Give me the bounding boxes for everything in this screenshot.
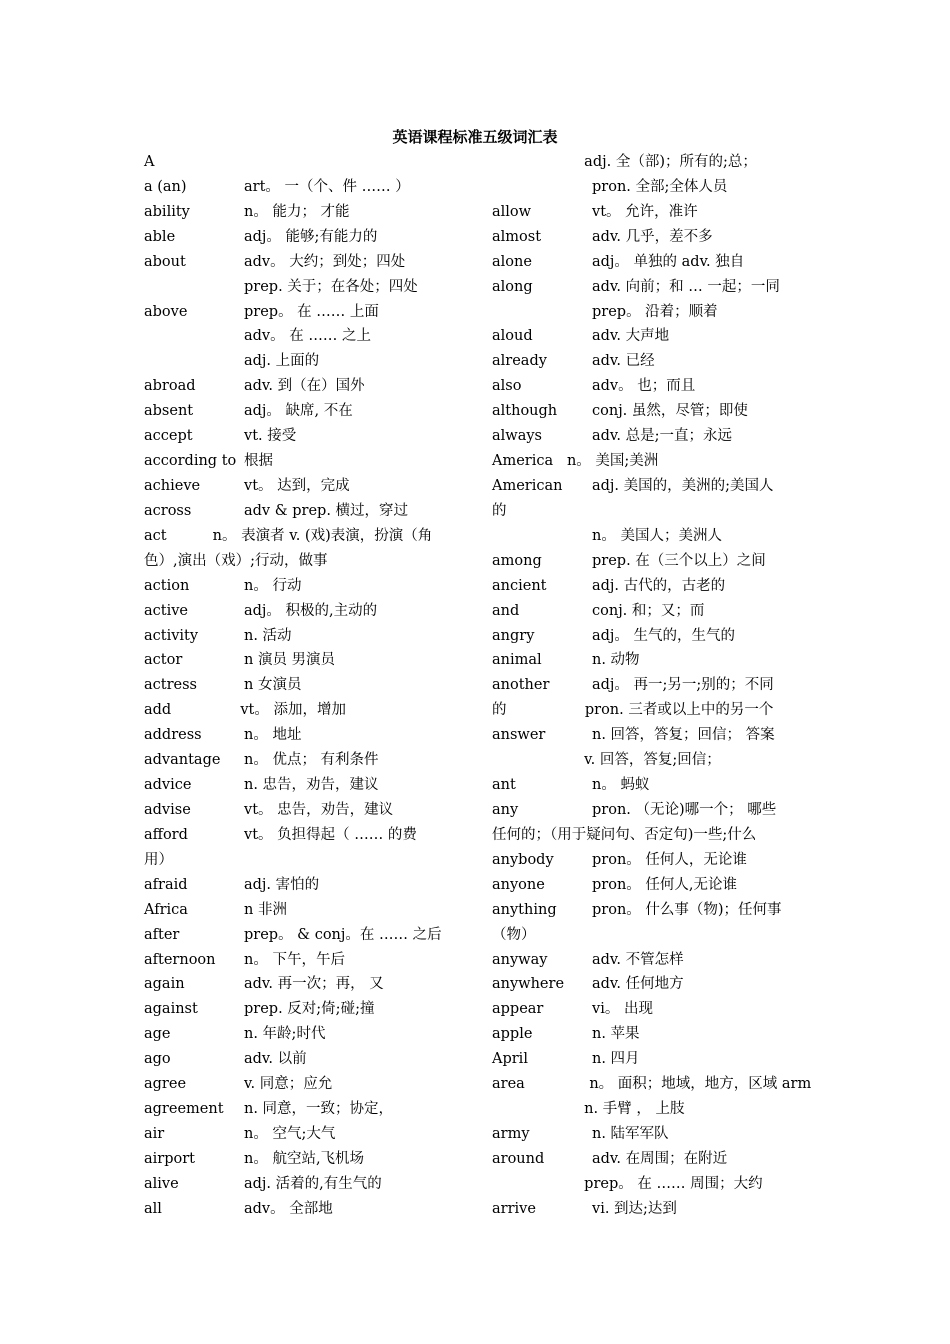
vocab-entry-line [492,673,808,698]
entry-word: alive [144,1175,179,1192]
vocab-entry-line [144,698,460,723]
vocab-entry-line [144,499,460,524]
entry-word: abroad [144,378,196,395]
vocab-entry-line [144,848,460,873]
entry-word: anyone [492,876,545,893]
entry-word: actress [144,677,197,694]
entry-definition: vt。 达到，完成 [244,477,350,494]
vocab-entry-line [144,349,460,374]
vocab-entry-line [492,873,808,898]
entry-definition: adv. 以前 [244,1051,307,1068]
entry-definition: vt. 接受 [244,428,297,445]
entry-word: anybody [492,851,554,868]
entry-text: v. 回答，答复;回信； [492,752,721,769]
vocab-entry-line [144,898,460,923]
entry-word: all [144,1200,162,1217]
entry-definition: adj。 能够;有能力的 [244,228,378,245]
entry-definition: adv. 到（在）国外 [244,378,365,395]
entry-definition: adj. 上面的 [244,353,320,370]
entry-definition: pron. （无论)哪一个； 哪些 [592,801,777,818]
entry-text: adj. 全（部)；所有的;总； [492,154,757,170]
entry-definition: adj. 美国的，美洲的;美国人 [592,477,774,494]
vocab-entry-line [492,524,808,549]
entry-definition: adv. 几乎，差不多 [592,228,713,245]
entry-word: arrive [492,1200,536,1217]
vocab-entry-line [492,948,808,973]
vocab-entry-line [144,1072,460,1097]
entry-definition: adj。 单独的 adv. 独自 [592,253,745,270]
entry-definition: adj. 活着的,有生气的 [244,1175,382,1192]
vocab-entry-line [144,648,460,673]
vocab-entry-line [144,673,460,698]
vocab-entry-line [492,549,808,574]
entry-text: prep。 在 …… 周围；大约 [492,1175,763,1192]
vocab-entry-line [144,474,460,499]
vocab-entry-line [144,399,460,424]
entry-definition: prep。 & conj。在 …… 之后 [244,926,442,943]
vocab-entry-line [492,723,808,748]
entry-definition: adv. 再一次；再， 又 [244,976,384,993]
page-title: 英语课程标准五级词汇表 [392,128,558,146]
entry-definition: prep. 关于；在各处；四处 [244,278,418,295]
vocab-entry-line [492,748,808,773]
entry-text: add vt。 添加，增加 [144,702,346,719]
entry-word: above [144,303,188,320]
entry-word: activity [144,627,199,644]
vocab-entry-line [492,1047,808,1072]
entry-text: area n。 面积；地域，地方，区域 arm [492,1076,812,1093]
entry-word: although [492,403,558,420]
vocab-entry-line [144,823,460,848]
vocab-entry-line [492,275,808,300]
vocab-entry-line [492,300,808,325]
entry-definition: prep。 沿着；顺着 [592,303,718,320]
entry-definition: pron。 任何人,无论谁 [592,876,737,893]
vocab-entry-line [144,449,460,474]
entry-definition: prep。 在 …… 上面 [244,303,379,320]
vocab-entry-line [492,574,808,599]
entry-word: absent [144,403,194,420]
vocab-entry-line [492,997,808,1022]
vocab-entry-line [492,898,808,923]
entry-definition: vi。 出现 [592,1001,653,1018]
vocab-entry-line [492,349,808,374]
vocab-entry-line [144,175,460,200]
entry-definition: adv. 总是;一直；永远 [592,428,733,445]
vocab-entry-line [492,499,808,524]
entry-definition: n 非洲 [244,901,287,918]
vocab-entry-line [144,599,460,624]
vocab-entry-line [144,374,460,399]
vocab-entry-line [144,1197,460,1222]
entry-definition: n. 年龄;时代 [244,1026,326,1043]
vocab-entry-line [492,972,808,997]
vocab-entry-line [144,997,460,1022]
entry-definition: prep. 反对;倚;碰;撞 [244,1001,375,1018]
entry-word: against [144,1001,198,1018]
vocab-entry-line [144,1172,460,1197]
vocab-entry-line [144,873,460,898]
entry-word: also [492,378,522,395]
vocab-entry-line [144,574,460,599]
entry-word: advantage [144,752,221,769]
entry-word: animal [492,652,542,669]
entry-word: action [144,577,190,594]
entry-definition: conj. 虽然，尽管；即使 [592,403,748,420]
entry-definition: adv. 任何地方 [592,976,684,993]
entry-definition: adj。 缺席, 不在 [244,403,353,420]
vocab-entry-line [144,1097,460,1122]
vocab-entry-line [144,798,460,823]
vocab-entry-line [144,748,460,773]
entry-definition: adv. 已经 [592,353,655,370]
entry-definition: n. 动物 [592,652,640,669]
vocab-entry-line [144,1047,460,1072]
entry-definition: adv. 在周围；在附近 [592,1150,728,1167]
entry-definition: n。 美国人；美洲人 [592,527,722,544]
vocab-entry-line [144,424,460,449]
vocab-entry-line [492,599,808,624]
entry-word: airport [144,1150,195,1167]
entry-definition: n。 蚂蚁 [592,777,650,794]
entry-word: ago [144,1051,171,1068]
entry-word: aloud [492,328,533,345]
entry-word: Africa [144,901,188,918]
entry-definition: n。 行动 [244,577,302,594]
entry-definition: adj。 积极的,主动的 [244,602,378,619]
entry-definition: vt。 允许，准许 [592,203,698,220]
entry-definition: adj。 生气的，生气的 [592,627,736,644]
entry-word: afraid [144,876,188,893]
vocab-column-left [144,150,460,1222]
entry-word: ability [144,203,190,220]
vocab-entry-line [492,1022,808,1047]
entry-text: 任何的；（用于疑问句、否定句)一些;什么 [492,826,757,843]
entry-word: anyway [492,951,548,968]
vocab-entry-line [144,250,460,275]
entry-definition: adv。 大约；到处；四处 [244,253,406,270]
entry-word: active [144,602,189,619]
entry-word: accept [144,428,193,445]
entry-word: along [492,278,533,295]
entry-definition: pron。 任何人，无论谁 [592,851,747,868]
entry-definition: n 女演员 [244,677,302,694]
vocab-entry-line [144,225,460,250]
vocab-entry-line [492,648,808,673]
vocab-entry-line [492,474,808,499]
entry-word: able [144,228,176,245]
vocab-entry-line [144,1022,460,1047]
entry-definition: adv。 全部地 [244,1200,333,1217]
entry-definition: prep. 在（三个以上）之间 [592,552,766,569]
vocab-entry-line [492,225,808,250]
entry-text: 的 [492,502,507,519]
entry-word: appear [492,1001,544,1018]
vocab-entry-line [144,923,460,948]
entry-definition: adj. 害怕的 [244,876,320,893]
entry-word: about [144,253,186,270]
entry-definition: conj. 和；又；而 [592,602,705,619]
vocab-entry-line [144,324,460,349]
entry-word: address [144,727,202,744]
entry-definition: adj. 古代的，古老的 [592,577,726,594]
entry-word: American [492,477,563,494]
entry-word: allow [492,203,532,220]
entry-definition: n. 苹果 [592,1026,640,1043]
vocab-column-right [492,150,812,1222]
entry-word: alone [492,253,532,270]
entry-word: almost [492,228,542,245]
entry-definition: n。 下午，午后 [244,951,345,968]
entry-definition: n. 活动 [244,627,292,644]
entry-word: army [492,1125,530,1142]
entry-word: afford [144,826,188,843]
vocab-entry-line [144,200,460,225]
vocab-entry-line [144,549,460,574]
entry-definition: n. 回答，答复；回信； 答案 [592,727,775,744]
entry-word: across [144,502,192,519]
entry-word: agree [144,1076,187,1093]
vocab-entry-line [492,1072,812,1097]
entry-text: A [144,154,155,170]
entry-word: among [492,552,542,569]
entry-word: angry [492,627,535,644]
entry-definition: n。 空气;大气 [244,1125,336,1142]
entry-definition: n。 地址 [244,727,302,744]
entry-definition: n. 同意，一致；协定， [244,1101,394,1118]
vocab-entry-line [144,275,460,300]
entry-definition: pron. 全部;全体人员 [592,178,728,195]
entry-text: America n。 美国;美洲 [492,453,659,470]
vocab-entry-line [492,1147,808,1172]
entry-word: advice [144,777,192,794]
vocab-entry-line [492,1172,808,1197]
vocab-entry-line [492,698,808,723]
vocab-entry-line [492,150,808,175]
entry-text: 色）,演出（戏）;行动，做事 [144,552,328,569]
vocab-entry-line [144,773,460,798]
entry-word: April [492,1051,528,1068]
entry-word: answer [492,727,546,744]
entry-definition: n。 能力； 才能 [244,203,350,220]
vocab-entry-line [492,324,808,349]
entry-definition: 根据 [244,453,273,470]
entry-word: achieve [144,477,201,494]
entry-word: ancient [492,577,547,594]
entry-definition: n. 陆军军队 [592,1125,669,1142]
vocab-entry-line [144,948,460,973]
entry-word: age [144,1026,171,1043]
entry-definition: n. 四月 [592,1051,640,1068]
entry-text: （物） [492,926,536,943]
vocab-entry-line [144,150,460,175]
entry-definition: vi. 到达;达到 [592,1200,677,1217]
entry-word: apple [492,1026,533,1043]
entry-definition: n 演员 男演员 [244,652,336,669]
entry-definition: n. 忠告，劝告，建议 [244,777,379,794]
vocab-entry-line [492,175,808,200]
entry-word: air [144,1125,165,1142]
entry-text: 用） [144,851,173,868]
entry-word: agreement [144,1101,224,1118]
entry-word: advise [144,801,191,818]
entry-definition: art。 一（个、件 …… ） [244,178,410,195]
entry-word: ant [492,777,516,794]
vocab-entry-line [492,1097,808,1122]
entry-word: always [492,428,542,445]
entry-word: anything [492,901,557,918]
entry-definition: adv. 大声地 [592,328,670,345]
entry-word: after [144,926,180,943]
vocab-entry-line [144,1122,460,1147]
entry-definition: n。 优点； 有利条件 [244,752,379,769]
entry-definition: adv. 不管怎样 [592,951,684,968]
entry-text: act n。 表演者 v. (戏)表演，扮演（角 [144,527,433,544]
vocab-entry-line [492,1122,808,1147]
vocab-entry-line [492,374,808,399]
vocab-entry-line [144,1147,460,1172]
entry-text: n. 手臂 ， 上肢 [492,1101,685,1118]
entry-definition: adv & prep. 横过，穿过 [244,502,409,519]
entry-definition: n。 航空站,飞机场 [244,1150,365,1167]
entry-word: again [144,976,185,993]
vocab-entry-line [492,1197,808,1222]
entry-definition: adv。 也；而且 [592,378,696,395]
vocab-entry-line [492,848,808,873]
entry-word: actor [144,652,183,669]
vocab-entry-line [144,524,460,549]
vocab-entry-line [144,972,460,997]
entry-definition: adj。 再一;另一;别的；不同 [592,677,774,694]
entry-word: around [492,1150,545,1167]
vocab-entry-line [492,798,808,823]
entry-word: afternoon [144,951,216,968]
entry-definition: adv. 向前；和 … 一起；一同 [592,278,780,295]
entry-word: a (an) [144,178,187,195]
entry-definition: vt。 忠告，劝告，建议 [244,801,394,818]
entry-word: anywhere [492,976,565,993]
entry-word: any [492,801,519,818]
vocab-entry-line [144,723,460,748]
entry-word: and [492,602,520,619]
vocab-entry-line [492,773,808,798]
vocab-entry-line [492,923,808,948]
entry-word: according to [144,453,237,470]
vocab-entry-line [144,624,460,649]
entry-definition: v. 同意；应允 [244,1076,333,1093]
entry-word: already [492,353,547,370]
vocab-entry-line [492,424,808,449]
vocab-entry-line [492,823,808,848]
vocab-entry-line [144,300,460,325]
vocab-entry-line [492,624,808,649]
entry-text: 的 pron. 三者或以上中的另一个 [492,702,774,719]
vocab-entry-line [492,200,808,225]
entry-word: another [492,677,550,694]
vocab-entry-line [492,250,808,275]
vocab-entry-line [492,449,808,474]
entry-definition: vt。 负担得起（ …… 的费 [244,826,417,843]
vocab-entry-line [492,399,808,424]
entry-definition: adv。 在 …… 之上 [244,328,371,345]
entry-definition: pron。 什么事（物)；任何事 [592,901,782,918]
